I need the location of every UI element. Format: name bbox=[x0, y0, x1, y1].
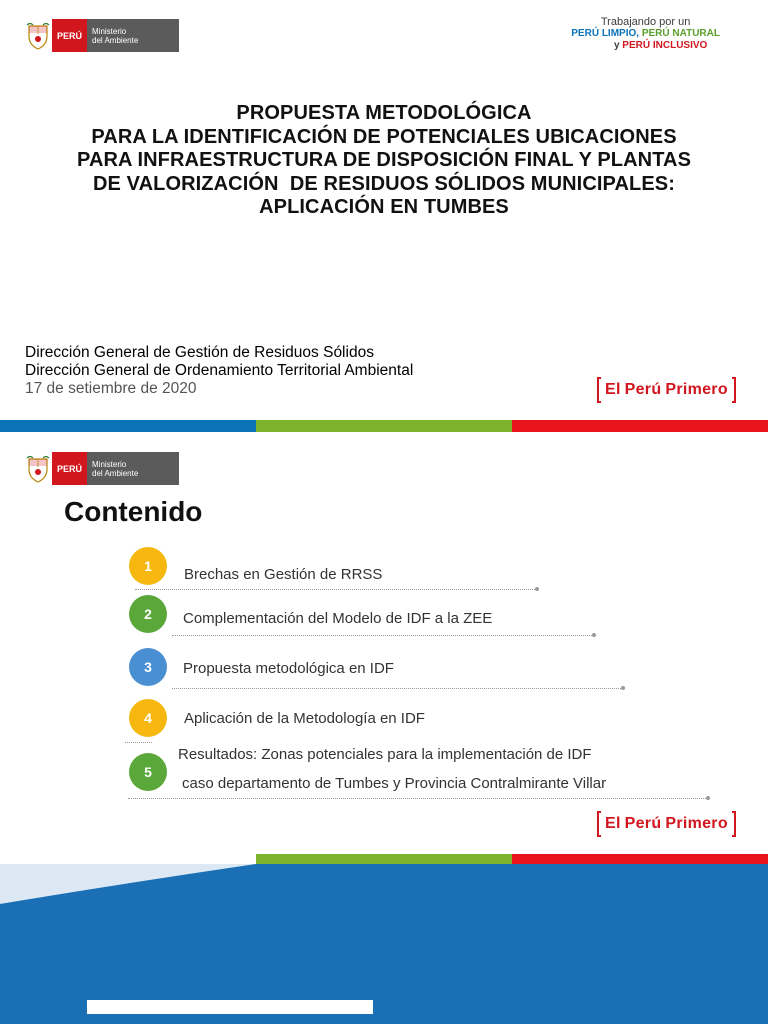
peru-label: PERÚ bbox=[52, 19, 87, 52]
stripe-blue bbox=[0, 422, 256, 432]
contents-slide bbox=[0, 422, 768, 854]
bracket-right bbox=[732, 377, 736, 403]
bracket-right bbox=[732, 811, 736, 837]
item-text: Aplicación de la Metodología en IDF bbox=[184, 710, 425, 727]
item-text: Propuesta metodológica en IDF bbox=[183, 660, 394, 677]
white-bar bbox=[87, 1000, 373, 1014]
item-divider bbox=[125, 742, 152, 743]
stripe-green bbox=[256, 422, 512, 432]
ministerio-line2: del Ambiente bbox=[92, 468, 139, 478]
tagline-y: y bbox=[613, 40, 620, 51]
presentation-date: 17 de setiembre de 2020 bbox=[25, 380, 197, 397]
item-divider-end bbox=[535, 587, 539, 591]
title-line-2: PARA LA IDENTIFICACIÓN DE POTENCIALES UBICACIONES bbox=[91, 125, 677, 148]
tagline bbox=[571, 16, 720, 52]
next-slide-partial bbox=[0, 854, 768, 1024]
brand-text bbox=[601, 815, 732, 833]
brand-el: El bbox=[605, 381, 621, 398]
item-divider bbox=[128, 798, 708, 799]
organization-info bbox=[25, 344, 413, 398]
ministerio-label bbox=[87, 452, 179, 485]
title-line-4: DE VALORIZACIÓN DE RESIDUOS SÓLIDOS MUNICIPALES: bbox=[93, 172, 675, 195]
org-line-2: Dirección General de Ordenamiento Territorial Ambiental bbox=[25, 362, 414, 379]
title-line-5: APLICACIÓN EN TUMBES bbox=[259, 196, 509, 218]
ministerio-line1: Ministerio bbox=[92, 26, 127, 36]
tagline-inclusivo: PERÚ INCLUSIVO bbox=[622, 40, 708, 51]
tagline-limpio: PERÚ LIMPIO, bbox=[571, 28, 640, 39]
brand-text bbox=[601, 381, 732, 399]
contents-heading: Contenido bbox=[64, 496, 203, 527]
title-line-3: PARA INFRAESTRUCTURA DE DISPOSICIÓN FINAL Y PLANTAS bbox=[76, 149, 692, 171]
item-text-line2: caso departamento de Tumbes y Provincia Contralmirante Villar bbox=[182, 775, 607, 792]
ministerio-logo bbox=[24, 452, 179, 485]
ministerio-line1: Ministerio bbox=[92, 459, 127, 469]
stripe-green bbox=[256, 854, 512, 864]
item-divider-end bbox=[592, 633, 596, 637]
el-peru-primero-logo bbox=[597, 376, 736, 404]
brand-primero: Primero bbox=[665, 381, 728, 398]
brand-el: El bbox=[605, 815, 621, 832]
item-divider bbox=[172, 688, 623, 689]
peru-label: PERÚ bbox=[52, 452, 87, 485]
item-divider-end bbox=[706, 796, 710, 800]
item-text: Complementación del Modelo de IDF a la ZEE bbox=[183, 610, 493, 627]
ministerio-label bbox=[87, 19, 179, 52]
brand-peru: Perú bbox=[624, 381, 662, 398]
color-stripe-2-top bbox=[0, 422, 768, 432]
coat-of-arms-icon bbox=[24, 452, 52, 485]
tagline-line3 bbox=[571, 40, 720, 52]
tagline-line2 bbox=[571, 28, 720, 40]
item-number-circle: 5 bbox=[129, 753, 167, 791]
item-number-circle: 3 bbox=[129, 648, 167, 686]
stripe-red bbox=[512, 854, 768, 864]
coat-of-arms-icon bbox=[24, 19, 52, 52]
title-line-1: PROPUESTA METODOLÓGICA bbox=[236, 102, 532, 124]
item-text: Brechas en Gestión de RRSS bbox=[184, 566, 383, 583]
item-number-circle: 4 bbox=[129, 699, 167, 737]
brand-primero: Primero bbox=[665, 815, 728, 832]
item-divider bbox=[172, 635, 594, 636]
presentation-title bbox=[30, 102, 738, 220]
item-divider bbox=[135, 589, 537, 590]
item-divider-end bbox=[621, 686, 625, 690]
tagline-natural: PERÚ NATURAL bbox=[641, 28, 720, 39]
item-number-circle: 2 bbox=[129, 595, 167, 633]
stripe-red bbox=[512, 422, 768, 432]
stripe-white bbox=[0, 854, 256, 864]
ministerio-logo bbox=[24, 19, 179, 52]
ministerio-line2: del Ambiente bbox=[92, 35, 139, 45]
tagline-line1: Trabajando por un bbox=[600, 16, 691, 28]
org-line-1: Dirección General de Gestión de Residuos Sólidos bbox=[25, 344, 374, 361]
el-peru-primero-logo bbox=[597, 810, 736, 838]
item-number-circle: 1 bbox=[129, 547, 167, 585]
item-text: Resultados: Zonas potenciales para la implementación de IDF bbox=[178, 746, 592, 763]
title-slide bbox=[0, 0, 768, 422]
color-stripe-3 bbox=[0, 854, 768, 864]
brand-peru: Perú bbox=[624, 815, 662, 832]
